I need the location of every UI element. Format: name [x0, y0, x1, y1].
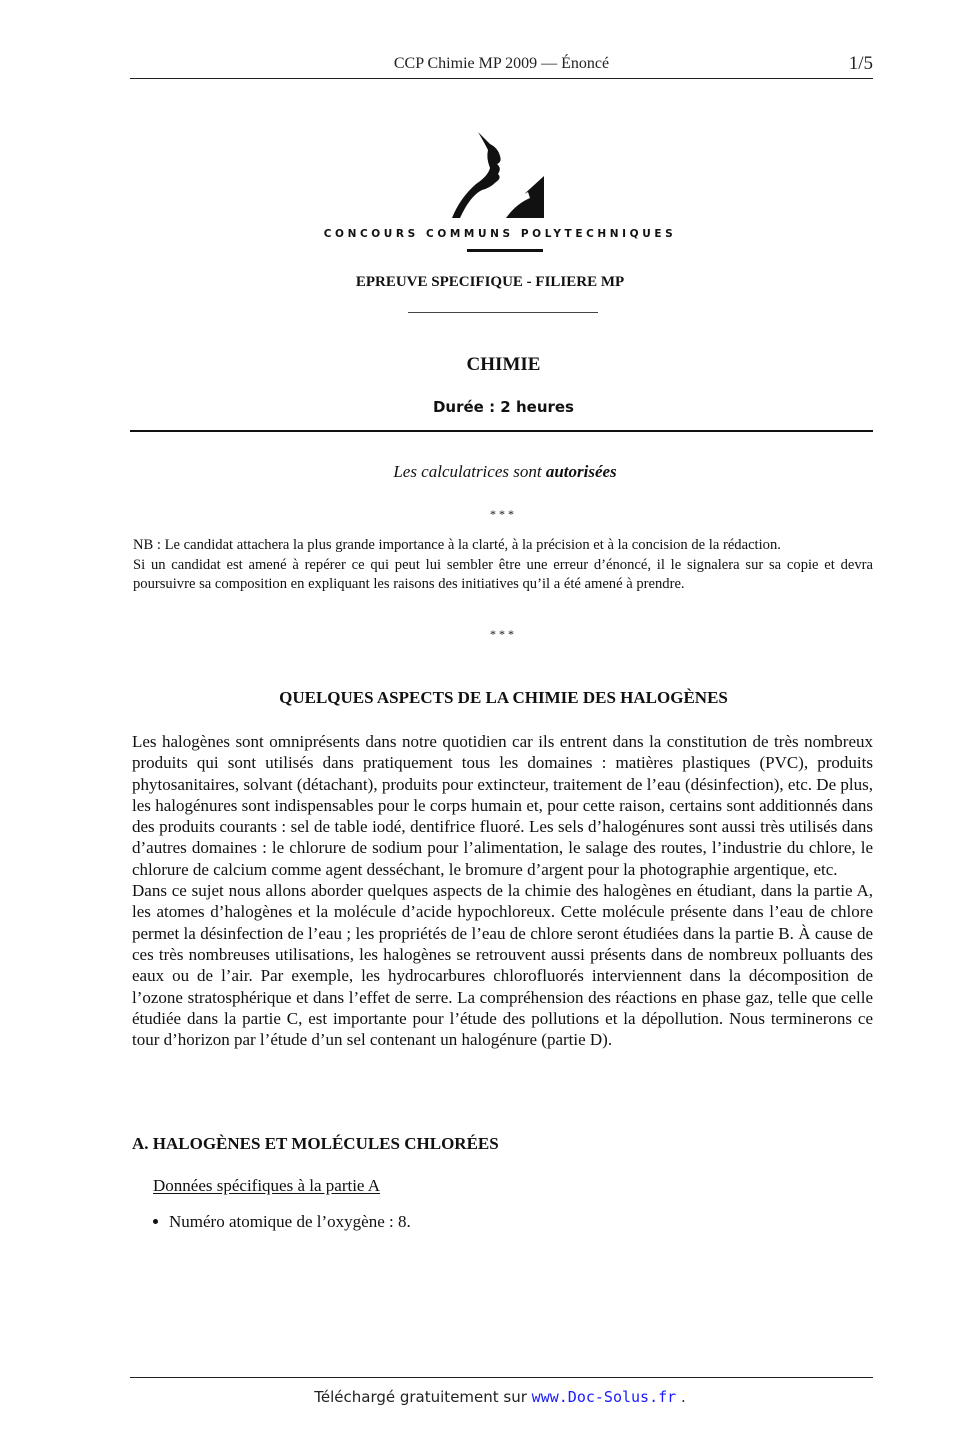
part-a-data-heading: Données spécifiques à la partie A — [153, 1176, 381, 1195]
organisation-name: CONCOURS COMMUNS POLYTECHNIQUES — [323, 228, 677, 240]
problem-introduction — [132, 731, 873, 1050]
notice-error: Si un candidat est amené à repérer ce qui peut lui sembler être une erreur d’énoncé, il le signalera sur sa copie et devra poursuivre sa composition en expliquant les raisons des initiatives qu’il a été amené à prendre. — [133, 556, 873, 592]
separator-stars: *** — [490, 627, 517, 641]
subject-title: CHIMIE — [466, 354, 541, 375]
list-item-text: Numéro atomique de l’oxygène : 8. — [169, 1212, 411, 1231]
page-number: 1/5 — [848, 53, 873, 74]
problem-title: QUELQUES ASPECTS DE LA CHIMIE DES HALOGÈNES — [279, 688, 728, 707]
intro-paragraph: Dans ce sujet nous allons aborder quelques aspects de la chimie des halogènes en étudiant, dans la partie A, les atomes d’halogènes et la molécule d’acide hypochloreux. Cette molécule présente dans l’eau de chlore permet la désinfection de l’eau ; les propriétés de l’eau de chlore seront étudiées dans la partie B. À cause de ces très nombreuses utilisations, les halogènes se retrouvent aussi présents dans de nombreux polluants des eaux ou de l’air. Par exemple, les hydrocarbures chlorofluorés interviennent dans la décomposition de l’ozone stratosphérique et dans l’effet de serre. La compréhension des réactions en phase gaz, telle que celle étudiée dans la partie C, est importante pour l’étude des pollutions et la dépollution. Nous terminerons ce tour d’horizon par l’étude d’un sel contenant un halogénure (partie D). — [132, 881, 873, 1050]
exam-stream: EPREUVE SPECIFIQUE - FILIERE MP — [355, 274, 625, 290]
notice-nb: NB : Le candidat attachera la plus grande importance à la clarté, à la précision et à la concision de la rédaction. — [133, 537, 781, 553]
footer-link[interactable]: www.Doc-Solus.fr — [531, 1388, 677, 1406]
list-item — [153, 1212, 411, 1232]
header-rule — [130, 78, 873, 79]
part-a-title: A. HALOGÈNES ET MOLÉCULES CHLORÉES — [132, 1134, 499, 1153]
title-rule — [130, 430, 873, 432]
intro-paragraph: Les halogènes sont omniprésents dans notre quotidien car ils entrent dans la constitution de très nombreux produits qui sont utilisés dans pratiquement tous les domaines : matières plastiques (PVC), produits phytosanitaires, solvant (détachant), produits pour extincteur, traitement de l’eau (désinfection), etc. De plus, les halogénures sont indispensables pour le corps humain et, pour cette raison, certains sont additionnés dans des produits courants : sel de table iodé, dentifrice fluoré. Les sels d’halogénures sont aussi très utilisés dans d’autres domaines : le chlorure de sodium pour l’alimentation, le salage des routes, l’industrie du chlore, le chlorure de calcium comme agent desséchant, le bromure d’argent pour la photographie argentique, etc. — [132, 732, 873, 879]
footer-text: Téléchargé gratuitement sur — [314, 1388, 532, 1406]
candidate-notice — [133, 536, 873, 595]
bullet-icon — [153, 1219, 158, 1224]
footer — [0, 1388, 980, 1406]
running-header — [130, 55, 873, 79]
organisation-rule — [467, 249, 543, 252]
calculator-text: Les calculatrices sont — [393, 462, 546, 481]
footer-suffix: . — [676, 1388, 686, 1406]
stream-rule — [408, 312, 598, 313]
footer-rule — [130, 1377, 873, 1378]
exam-duration: Durée : 2 heures — [432, 398, 574, 416]
calculator-emphasis: autorisées — [545, 462, 617, 481]
header-title: CCP Chimie MP 2009 — Énoncé — [393, 55, 610, 72]
separator-stars: *** — [490, 507, 517, 521]
calculator-notice — [0, 462, 980, 482]
ccp-logo-icon — [440, 128, 550, 228]
